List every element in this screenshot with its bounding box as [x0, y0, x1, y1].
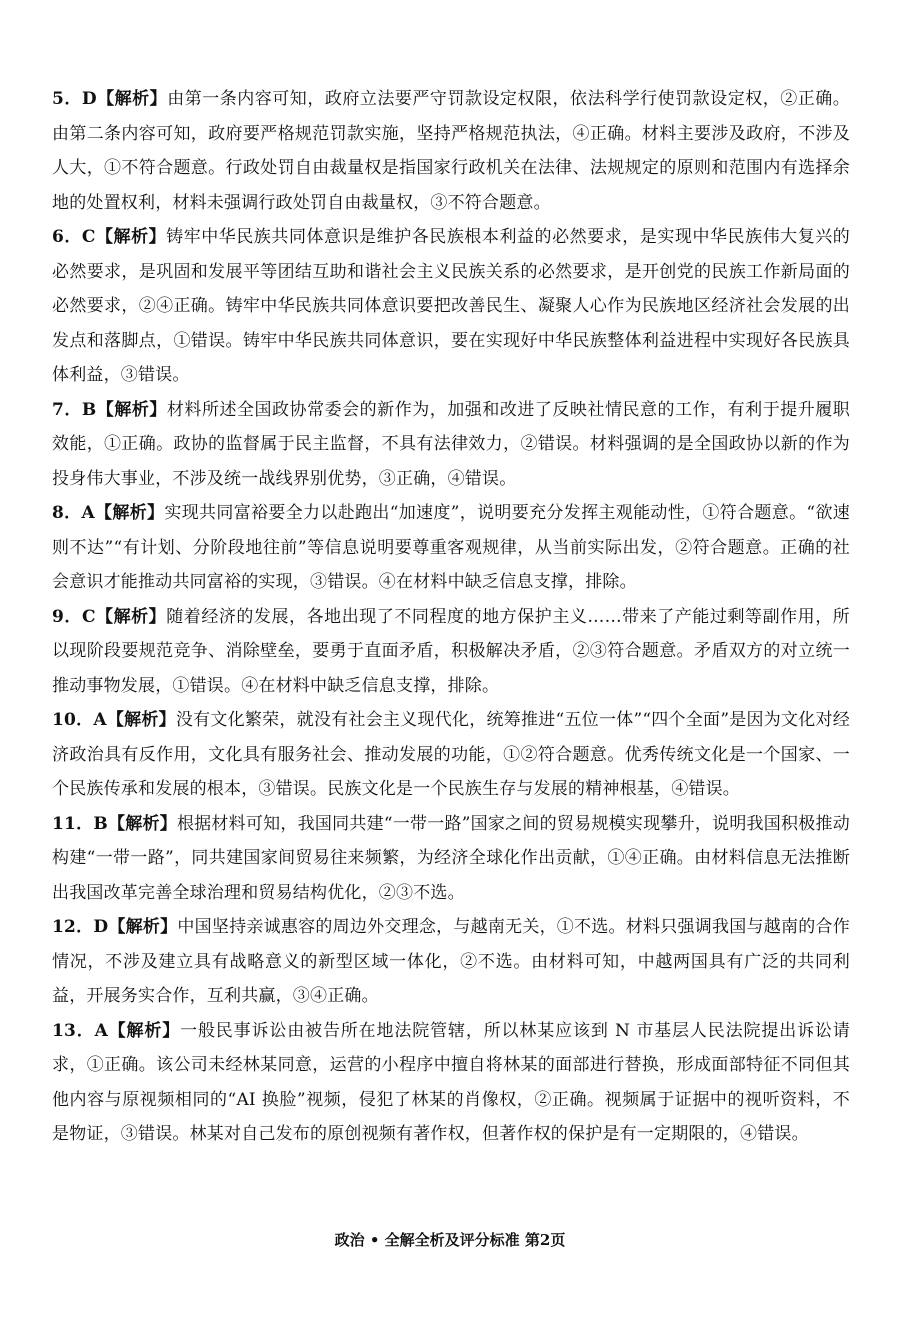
item-answer: D [93, 917, 109, 937]
answer-item-11 [52, 807, 850, 911]
item-text: 中国坚持亲诚惠容的周边外交理念，与越南无关，①不选。材料只强调我国与越南的合作情况，不涉及建立具有战略意义的新型区域一体化，②不选。由材料可知，中越两国具有广泛的共同利益，开展务实合作，互利共赢，③④正确。 [52, 917, 850, 1006]
item-answer: A [81, 503, 95, 523]
item-number: 8． [52, 503, 82, 523]
analysis-tag: 【解析】 [107, 813, 177, 834]
item-text: 随着经济的发展，各地出现了不同程度的地方保护主义……带来了产能过剩等副作用，所以现阶段要规范竞争、消除壁垒，要勇于直面矛盾，积极解决矛盾，②③符合题意。矛盾双方的对立统一推动事物发展，①错误。④在材料中缺乏信息支撑，排除。 [52, 606, 850, 696]
item-text: 一般民事诉讼由被告所在地法院管辖，所以林某应该到 N 市基层人民法院提出诉讼请求，①正确。该公司未经林某同意，运营的小程序中擅自将林某的面部进行替换，形成面部特征不同但其他内容与原视频相同的“AI 换脸”视频，侵犯了林某的肖像权，②正确。视频属于证据中的视听资料，不是物证，③错误。林某对自己发布的原创视频有著作权，但著作权的保护是有一定期限的，④错误。 [52, 1020, 850, 1144]
item-answer: D [81, 89, 97, 109]
analysis-tag: 【解析】 [94, 503, 165, 523]
item-answer: B [93, 813, 108, 834]
item-number: 12． [52, 917, 94, 937]
analysis-tag: 【解析】 [106, 710, 176, 730]
answer-item-6 [52, 220, 850, 393]
item-text: 根据材料可知，我国同共建“一带一路”国家之间的贸易规模实现攀升，说明我国积极推动构建“一带一路”，同共建国家间贸易往来频繁，为经济全球化作出贡献，①④正确。由材料信息无法推断出我国改革完善全球治理和贸易结构优化，②③不选。 [52, 813, 850, 903]
answer-item-5 [52, 82, 850, 220]
item-number: 11． [52, 813, 94, 834]
item-answer: C [81, 227, 96, 247]
analysis-tag: 【解析】 [107, 1020, 181, 1041]
answer-item-12 [52, 910, 850, 1014]
item-text: 由第一条内容可知，政府立法要严守罚款设定权限，依法科学行使罚款设定权，②正确。由第二条内容可知，政府要严格规范罚款实施，坚持严格规范执法，④正确。材料主要涉及政府，不涉及人大，①不符合题意。行政处罚自由裁量权是指国家行政机关在法律、法规规定的原则和范围内有选择余地的处置权利，材料未强调行政处罚自由裁量权，③不符合题意。 [52, 89, 850, 213]
analysis-tag: 【解析】 [96, 89, 168, 109]
answer-item-8 [52, 496, 850, 600]
analysis-tag: 【解析】 [108, 917, 178, 937]
item-text: 没有文化繁荣，就没有社会主义现代化，统筹推进“五位一体”“四个全面”是因为文化对经济政治具有反作用，文化具有服务社会、推动发展的功能，①②符合题意。优秀传统文化是一个国家、一个民族传承和发展的根本，③错误。民族文化是一个民族生存与发展的精神根基，④错误。 [52, 710, 850, 799]
item-number: 9． [52, 606, 82, 627]
item-answer: A [94, 1020, 108, 1041]
analysis-tag: 【解析】 [96, 399, 167, 420]
item-number: 5． [52, 89, 82, 109]
item-number: 7． [52, 399, 82, 420]
item-text: 铸牢中华民族共同体意识是维护各民族根本利益的必然要求，是实现中华民族伟大复兴的必然要求，是巩固和发展平等团结互助和谐社会主义民族关系的必然要求，是开创党的民族工作新局面的必然要求，②④正确。铸牢中华民族共同体意识要把改善民生、凝聚人心作为民族地区经济社会发展的出发点和落脚点，①错误。铸牢中华民族共同体意识，要在实现好中华民族整体利益进程中实现好各民族具体利益，③错误。 [52, 227, 850, 385]
item-answer: B [81, 399, 97, 420]
item-text: 材料所述全国政协常委会的新作为，加强和改进了反映社情民意的工作，有利于提升履职效能，①正确。政协的监督属于民主监督，不具有法律效力，②错误。材料强调的是全国政协以新的作为投身伟大事业，不涉及统一战线界别优势，③正确，④错误。 [52, 399, 850, 489]
answer-item-7 [52, 393, 850, 497]
item-answer: C [81, 606, 96, 627]
item-number: 6． [52, 227, 82, 247]
answer-item-13 [52, 1014, 850, 1152]
answer-explanations [52, 82, 850, 1152]
analysis-tag: 【解析】 [95, 227, 167, 247]
answer-item-10 [52, 703, 850, 807]
item-answer: A [93, 710, 107, 730]
analysis-tag: 【解析】 [95, 606, 167, 627]
page-footer: 政治 • 全解全析及评分标准 第2页 [334, 1231, 566, 1249]
item-number: 10． [52, 710, 94, 730]
item-number: 13． [52, 1020, 95, 1041]
item-text: 实现共同富裕要全力以赴跑出“加速度”，说明要充分发挥主观能动性，①符合题意。“欲速则不达”“有计划、分阶段地往前”等信息说明要尊重客观规律，从当前实际出发，②符合题意。正确的社会意识才能推动共同富裕的实现，③错误。④在材料中缺乏信息支撑，排除。 [52, 503, 850, 592]
answer-item-9 [52, 600, 850, 704]
